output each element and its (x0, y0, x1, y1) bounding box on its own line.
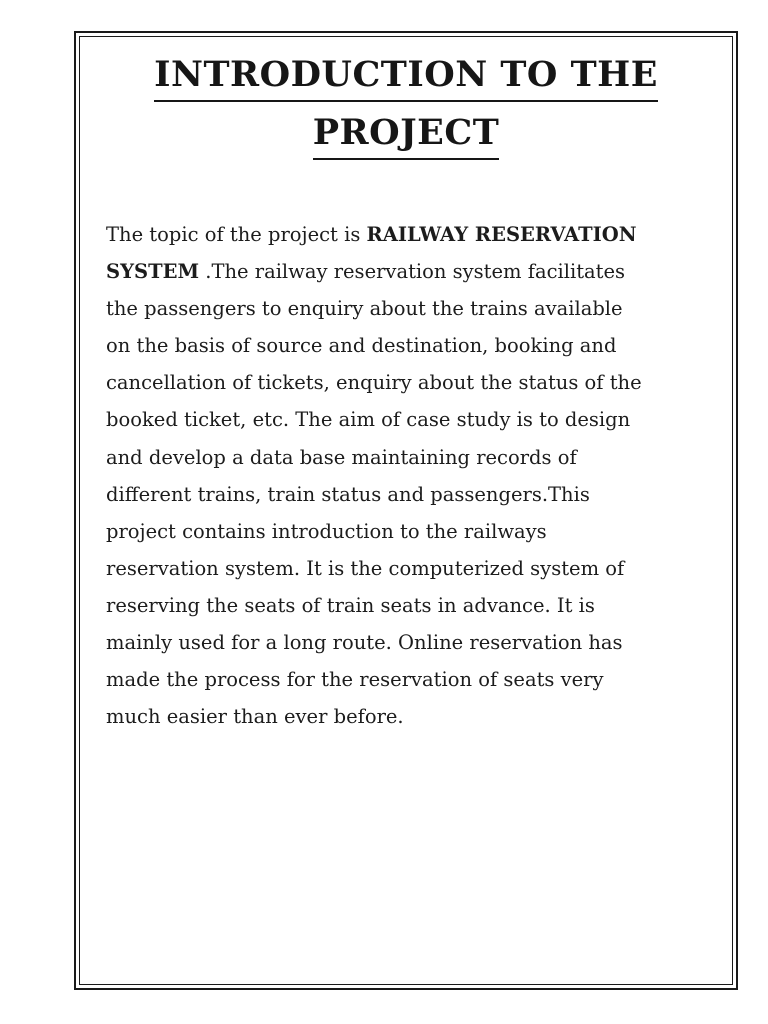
paragraph-line: much easier than ever before. (106, 705, 404, 729)
paragraph-line: reserving the seats of train seats in advance. It is (106, 593, 595, 617)
paragraph-line: and develop a data base maintaining records of (106, 445, 577, 469)
paragraph-line (106, 253, 726, 290)
paragraph-line: on the basis of source and destination, booking and (106, 334, 617, 358)
paragraph-line: cancellation of tickets, enquiry about the status of the (106, 371, 642, 395)
paragraph-line: mainly used for a long route. Online reservation has (106, 631, 623, 655)
intro-text: The topic of the project is (106, 223, 367, 246)
paragraph-line: the passengers to enquiry about the trains available (106, 297, 623, 321)
page-title (80, 46, 732, 162)
intro-paragraph (106, 216, 726, 735)
paragraph-line: project contains introduction to the railways (106, 519, 547, 543)
paragraph-line (106, 216, 726, 253)
title-line-2: PROJECT (313, 108, 500, 160)
paragraph-line: booked ticket, etc. The aim of case study is to design (106, 408, 631, 432)
topic-bold-1: RAILWAY RESERVATION (366, 223, 637, 246)
paragraph-line: different trains, train status and passengers.This (106, 482, 590, 506)
paragraph-line: reservation system. It is the computerized system of (106, 556, 625, 580)
line2-text: .The railway reservation system facilitates (199, 260, 626, 284)
title-line-1: INTRODUCTION TO THE (154, 50, 658, 102)
paragraph-line: made the process for the reservation of seats very (106, 668, 604, 692)
topic-bold-2: SYSTEM (106, 260, 200, 284)
